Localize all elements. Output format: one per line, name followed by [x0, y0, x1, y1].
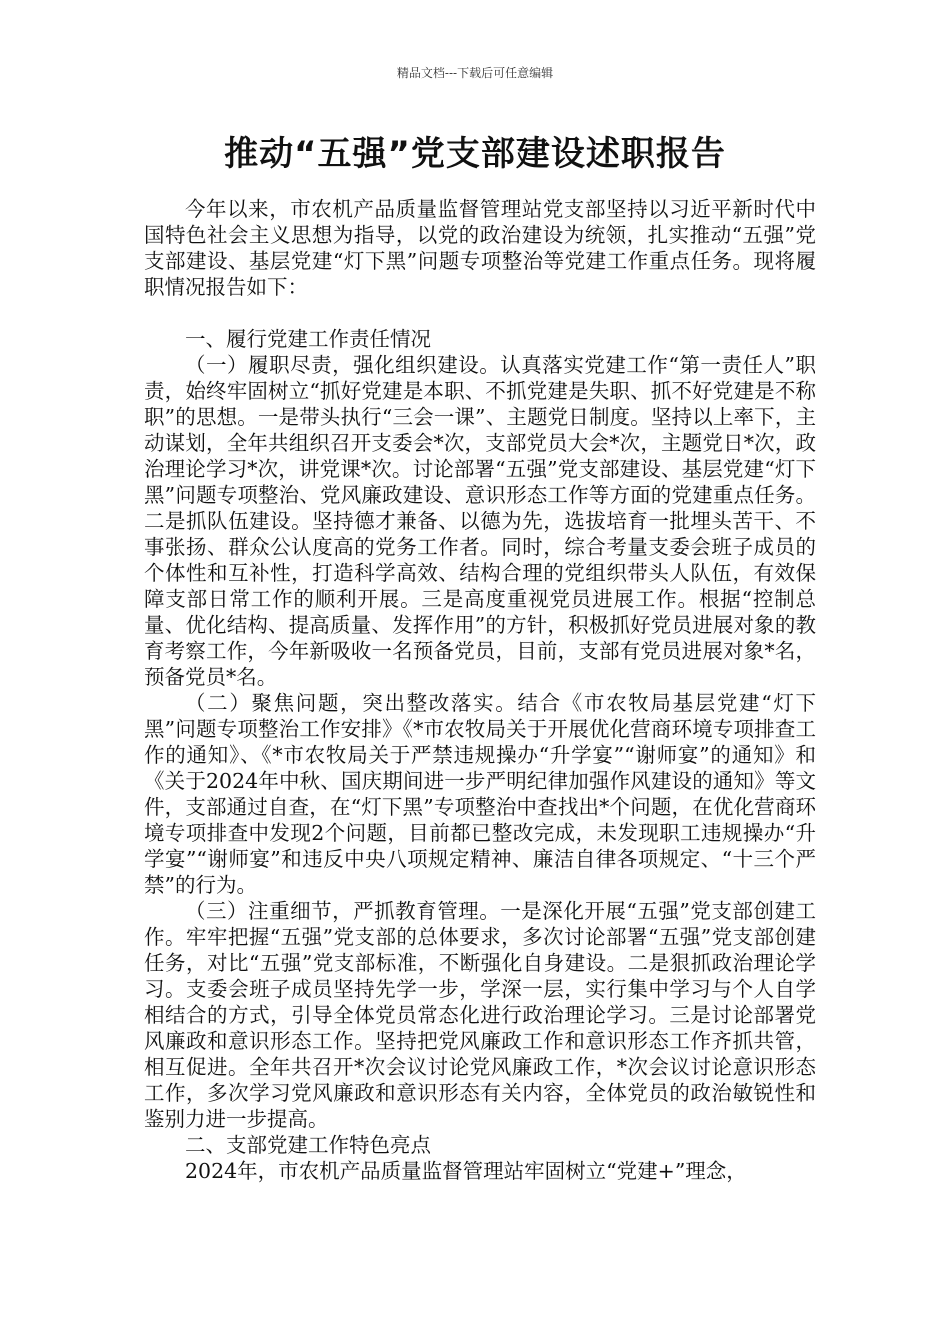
subsection-3-paragraph: （三）注重细节，严抓教育管理。一是深化开展“五强”党支部创建工作。牢牢把握“五强”党支部的总体要求，多次讨论部署“五强”党支部创建任务，对比“五强”党支部标准，不断强化自身建设。二是狠抓政治理论学习。支委会班子成员坚持先学一步，学深一层，实行集中学习与个人自学相结合的方式，引导全体党员常态化进行政治理论学习。三是讨论部署党风廉政和意识形态工作。坚持把党风廉政工作和意识形态工作齐抓共管，相互促进。全年共召开*次会议讨论党风廉政工作，*次会议讨论意识形态工作，多次学习党风廉政和意识形态有关内容，全体党员的政治敏锐性和鉴别力进一步提高。: [144, 899, 816, 1131]
intro-paragraph: 今年以来，市农机产品质量监督管理站党支部坚持以习近平新时代中国特色社会主义思想为指导，以党的政治建设为统领，扎实推动“五强”党支部建设、基层党建“灯下黑”问题专项整治等党建工作重点任务。现将履职情况报告如下：: [144, 197, 816, 299]
section-heading-2: 二、支部党建工作特色亮点: [185, 1133, 431, 1157]
document-body: [144, 196, 816, 1184]
subsection-2-paragraph: （二）聚焦问题，突出整改落实。结合《市农牧局基层党建“灯下黑”问题专项整治工作安排》《*市农牧局关于开展优化营商环境专项排查工作的通知》、《*市农牧局关于严禁违规操办“升学宴”“谢师宴”的通知》和《关于2024年中秋、国庆期间进一步严明纪律加强作风建设的通知》等文件，支部通过自查，在“灯下黑”专项整治中查找出*个问题，在优化营商环境专项排查中发现2个问题，目前都已整改完成，未发现职工违规操办“升学宴”“谢师宴”和违反中央八项规定精神、廉洁自律各项规定、“十三个严禁”的行为。: [144, 691, 816, 897]
subsection-1-paragraph: （一）履职尽责，强化组织建设。认真落实党建工作“第一责任人”职责，始终牢固树立“抓好党建是本职、不抓党建是失职、抓不好党建是不称职”的思想。一是带头执行“三会一课”、主题党日制度。坚持以上率下，主动谋划，全年共组织召开支委会*次，支部党员大会*次，主题党日*次，政治理论学习*次，讲党课*次。讨论部署“五强”党支部建设、基层党建“灯下黑”问题专项整治、党风廉政建设、意识形态工作等方面的党建重点任务。二是抓队伍建设。坚持德才兼备、以德为先，选拔培育一批埋头苦干、不事张扬、群众公认度高的党务工作者。同时，综合考量支委会班子成员的个体性和互补性，打造科学高效、结构合理的党组织带头人队伍，有效保障支部日常工作的顺利开展。三是高度重视党员进展工作。根据“控制总量、优化结构、提高质量、发挥作用”的方针，积极抓好党员进展对象的教育考察工作，今年新吸收一名预备党员，目前，支部有党员进展对象*名，预备党员*名。: [144, 353, 816, 689]
document-header-note: 精品文档---下载后可任意编辑: [396, 66, 554, 80]
document-title: 推动“五强”党支部建设述职报告: [224, 134, 726, 174]
section-heading-1: 一、履行党建工作责任情况: [185, 327, 431, 351]
section-2-paragraph: 2024年，市农机产品质量监督管理站牢固树立“党建+”理念，: [185, 1159, 747, 1183]
